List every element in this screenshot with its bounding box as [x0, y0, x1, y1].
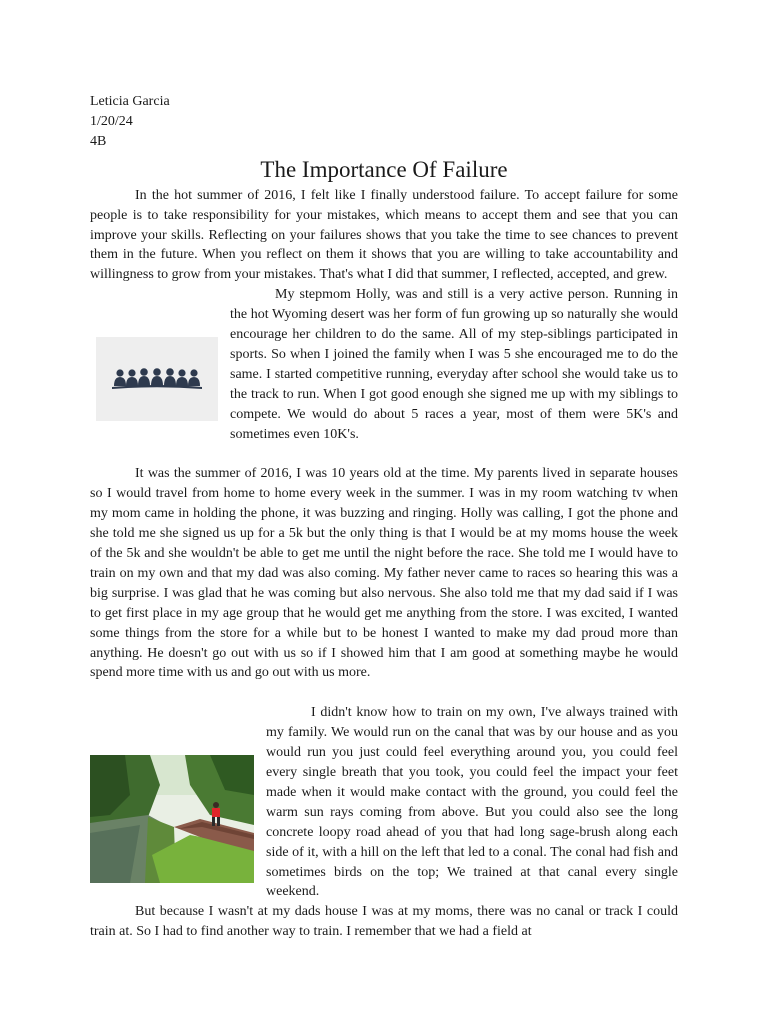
- document-date: 1/20/24: [90, 113, 133, 129]
- class-period: 4B: [90, 133, 107, 149]
- canal-photo-image: [90, 755, 254, 883]
- canal-photo: [90, 755, 254, 883]
- essay-title: The Importance Of Failure: [260, 156, 508, 182]
- paragraph-2: My stepmom Holly, was and still is a very active person. Running in the hot Wyoming desert was her form of fun growing up so naturally she would encourage her children to do the same. All of my step-siblings participated in sports. So when I joined the family when I was 5 she encouraged me to do the same. I started competitive running, everyday after school she would take us to the track to run. When I got good enough she signed me up with my siblings to compete. We would do about 5 races a year, most of them were 5K's and sometimes even 10K's.: [230, 287, 678, 442]
- paragraph-3: It was the summer of 2016, I was 10 years old at the time. My parents lived in separate houses so I would travel from home to home every week in the summer. I was in my room watching tv when my mom came in holding the phone, it was buzzing and ringing. Holly was calling, I got the phone and she told me she signed us up for a 5k but the only thing is that I would be at my moms house the week of the 5k and she wouldn't be able to get me until the night before the race. She told me I would have to train on my own and that my dad was also coming. My father never came to races so hearing this was a big surprise. I was glad that he was coming but also nervous. She also told me that my dad said if I was to get first place in my age group that he would get me anything from the store. I was excited, I wanted some things from the store for a while but to be honest I wanted to make my dad proud more than anything. He doesn't go out with us so if I showed him that I am good at something maybe he would spend more time with us and go out with us more.: [90, 466, 678, 681]
- paragraph-5: But because I wasn't at my dads house I was at my moms, there was no canal or track I could train at. So I had to find another way to train. I remember that we had a field at: [90, 904, 678, 940]
- crowd-icon: [112, 366, 202, 392]
- document-body: [90, 92, 678, 942]
- crowd-figure: [96, 337, 218, 421]
- paragraph-4: I didn't know how to train on my own, I've always trained with my family. We would run on the canal that was by our house and as you would run you just could feel everything around you, you could feel every single breath that you took, you could feel the impact your feet made when it would make contact with the ground, you could feel the warm sun rays coming from above. But you could also see the long concrete loopy road ahead of you that had long sage-brush along each side of it, with a hill on the left that led to a conal. The conal had fish and sometimes birds on the top; We trained at that canal every single weekend.: [266, 705, 678, 900]
- paragraph-1: In the hot summer of 2016, I felt like I finally understood failure. To accept failure for some people is to take responsibility for your mistakes, which means to accept them and see that you can improve your skills. Reflecting on your failures shows that you take the time to see chances to prevent them in the future. When you reflect on them it shows that you are willing to take accountability and willingness to grow from your mistakes. That's what I did that summer, I reflected, accepted, and grew.: [90, 187, 678, 283]
- author-name: Leticia Garcia: [90, 94, 170, 109]
